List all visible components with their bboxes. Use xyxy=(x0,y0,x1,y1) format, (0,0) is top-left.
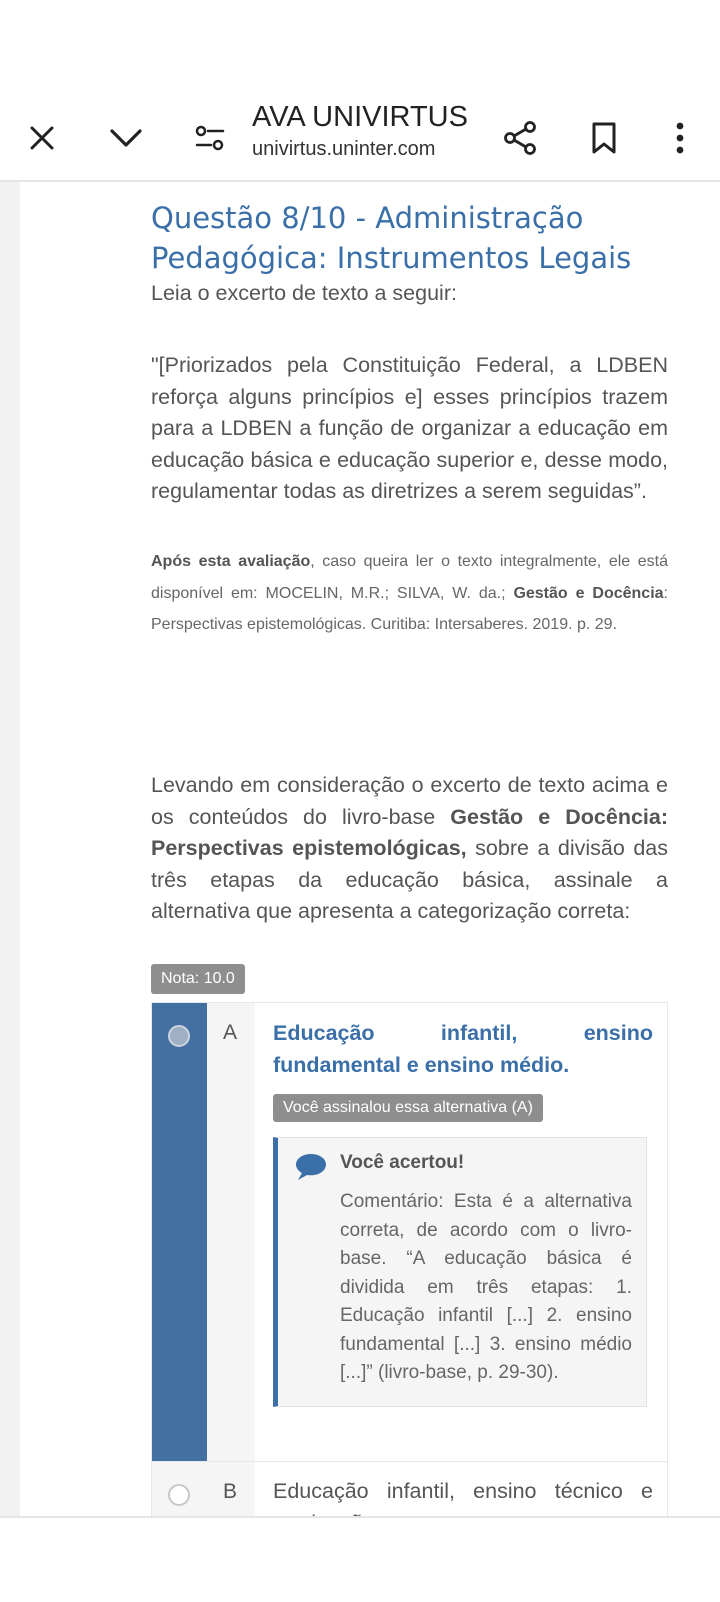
reference-text: , caso queira ler o texto integralmente, ele está disponível em: MOCELIN, M.R.; SILVA, W. da.; xyxy=(151,553,668,602)
prompt-text: Levando em consideração o excerto de texto acima e os conteúdos do livro-base xyxy=(151,773,668,829)
more-vert-icon[interactable] xyxy=(658,116,702,160)
selected-indicator-bar xyxy=(152,1003,207,1461)
grade-badge: Nota: 10.0 xyxy=(151,964,245,994)
reference-bold: Após esta avaliação xyxy=(151,553,311,570)
browser-toolbar xyxy=(0,96,720,182)
bottom-area xyxy=(0,1516,720,1602)
radio-button-a[interactable] xyxy=(168,1025,190,1047)
alternative-text: Educação infantil, ensino técnico e xyxy=(273,1479,653,1503)
selected-badge: Você assinalou essa alternativa (A) xyxy=(273,1094,543,1122)
prompt-text-end: sobre a divisão das três etapas da educação básica, assinale a alternativa que apresenta a categorização correta: xyxy=(151,836,669,923)
page-content xyxy=(0,182,720,1516)
prompt-book-title: Gestão e Docência: Perspectivas epistemológicas, xyxy=(151,804,668,860)
question-title: Questão 8/10 - Administração Pedagógica: Instrumentos Legais xyxy=(151,201,632,275)
feedback-title: Você acertou! xyxy=(340,1152,465,1173)
question-prompt xyxy=(151,770,668,928)
reference-text-end: : Perspectivas epistemológicas. Curitiba: Intersaberes. 2019. p. 29. xyxy=(151,584,668,633)
bookmark-icon[interactable] xyxy=(582,116,626,160)
radio-button-b[interactable] xyxy=(168,1484,190,1506)
chevron-down-icon[interactable] xyxy=(104,116,148,160)
tune-icon[interactable] xyxy=(188,116,232,160)
share-icon[interactable] xyxy=(498,116,542,160)
reference-book-title: Gestão e Docência xyxy=(513,584,664,602)
page-title-block[interactable] xyxy=(252,98,468,162)
question-intro: Leia o excerto de texto a seguir: xyxy=(151,281,457,305)
alternative-letter: A xyxy=(223,1021,238,1044)
question-quote: "[Priorizados pela Constituição Federal, a LDBEN reforça alguns princípios e] esses princípios trazem para a LDBEN a função de organizar a educação em educação básica e educação superior e, desse modo, regulamentar todas as diretrizes a serem seguidas”. xyxy=(151,353,668,503)
site-title: AVA UNIVIRTUS xyxy=(252,101,468,133)
left-rail xyxy=(0,182,20,1516)
close-icon[interactable] xyxy=(20,116,64,160)
speech-bubble-icon xyxy=(294,1152,328,1187)
alternative-a[interactable] xyxy=(151,1002,668,1462)
feedback-comment: Comentário: Esta é a alternativa correta, de acordo com o livro-base. “A educação básica é dividida em três etapas: 1. Educação infantil [...] 2. ensino fundamental [...] 3. ensino médio [...]” (livro-base, p. 29-30). xyxy=(340,1191,632,1383)
question-reference xyxy=(151,546,668,641)
alternative-letter: B xyxy=(223,1480,238,1503)
letter-column xyxy=(207,1003,255,1461)
alternative-text: Educação infantil, ensino fundamental e ensino médio. xyxy=(273,1021,653,1077)
feedback-box xyxy=(273,1137,647,1407)
site-url: univirtus.uninter.com xyxy=(252,138,436,160)
